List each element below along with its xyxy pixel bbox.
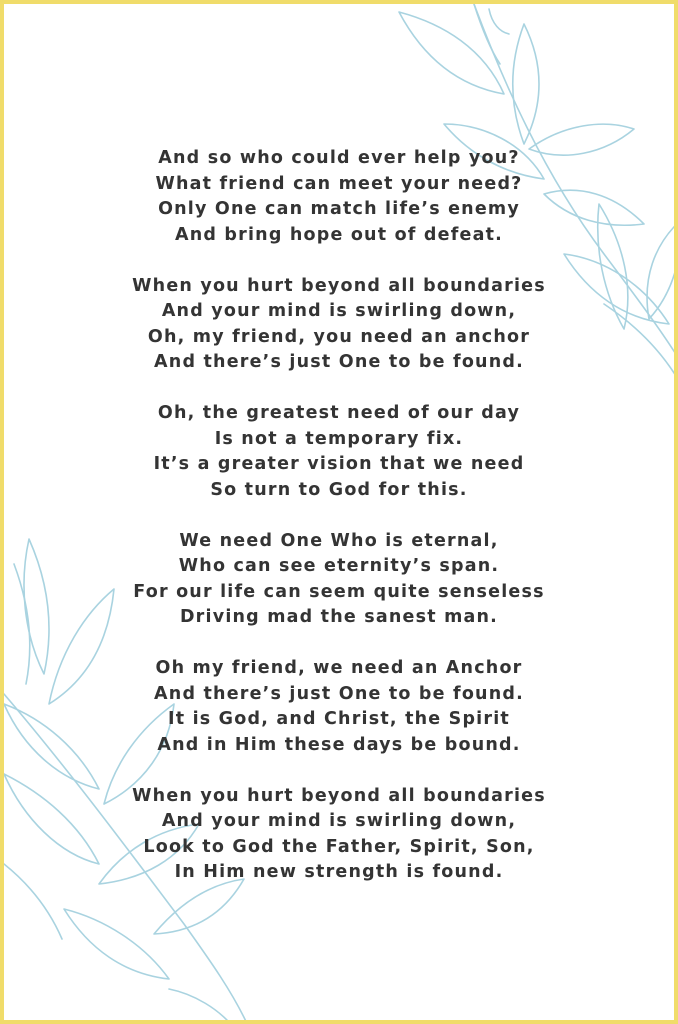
- poem-body: [4, 146, 674, 911]
- poem-line: Oh, my friend, you need an anchor: [147, 326, 531, 347]
- poem-line: Driving mad the sanest man.: [179, 607, 499, 627]
- stanza-2: [4, 274, 674, 376]
- poem-line: And your mind is swirling down,: [161, 301, 517, 321]
- poem-line: And bring hope out of defeat.: [175, 224, 503, 245]
- poem-line: Oh, the greatest need of our day: [157, 403, 521, 423]
- poem-line: And so who could ever help you?: [158, 148, 520, 168]
- poem-line: It is God, and Christ, the Spirit: [168, 709, 510, 729]
- poem-line: And there’s just One to be found.: [154, 683, 524, 704]
- poem-line: Only One can match life’s enemy: [158, 199, 520, 219]
- poem-line: In Him new strength is found.: [174, 862, 504, 882]
- poem-line: So turn to God for this.: [210, 479, 468, 500]
- poem-line: And in Him these days be bound.: [157, 734, 521, 755]
- poem-line: Oh my friend, we need an Anchor: [155, 658, 523, 678]
- poem-line: We need One Who is eternal,: [179, 530, 499, 551]
- stanza-6: [4, 784, 674, 886]
- poem-line: When you hurt beyond all boundaries: [132, 785, 546, 806]
- poem-line: What friend can meet your need?: [155, 173, 523, 194]
- poem-line: It’s a greater vision that we need: [153, 454, 525, 474]
- poem-line: Who can see eternity’s span.: [178, 556, 500, 576]
- stanza-5: [4, 656, 674, 758]
- poem-line: And your mind is swirling down,: [161, 811, 517, 831]
- stanza-3: [4, 401, 674, 503]
- stanza-4: [4, 529, 674, 631]
- poem-line: Look to God the Father, Spirit, Son,: [143, 836, 535, 857]
- poem-line: And there’s just One to be found.: [154, 352, 524, 372]
- stanza-1: [4, 146, 674, 248]
- poem-line: When you hurt beyond all boundaries: [132, 275, 546, 296]
- poem-line: For our life can seem quite senseless: [133, 581, 545, 602]
- poem-line: Is not a temporary fix.: [214, 428, 464, 449]
